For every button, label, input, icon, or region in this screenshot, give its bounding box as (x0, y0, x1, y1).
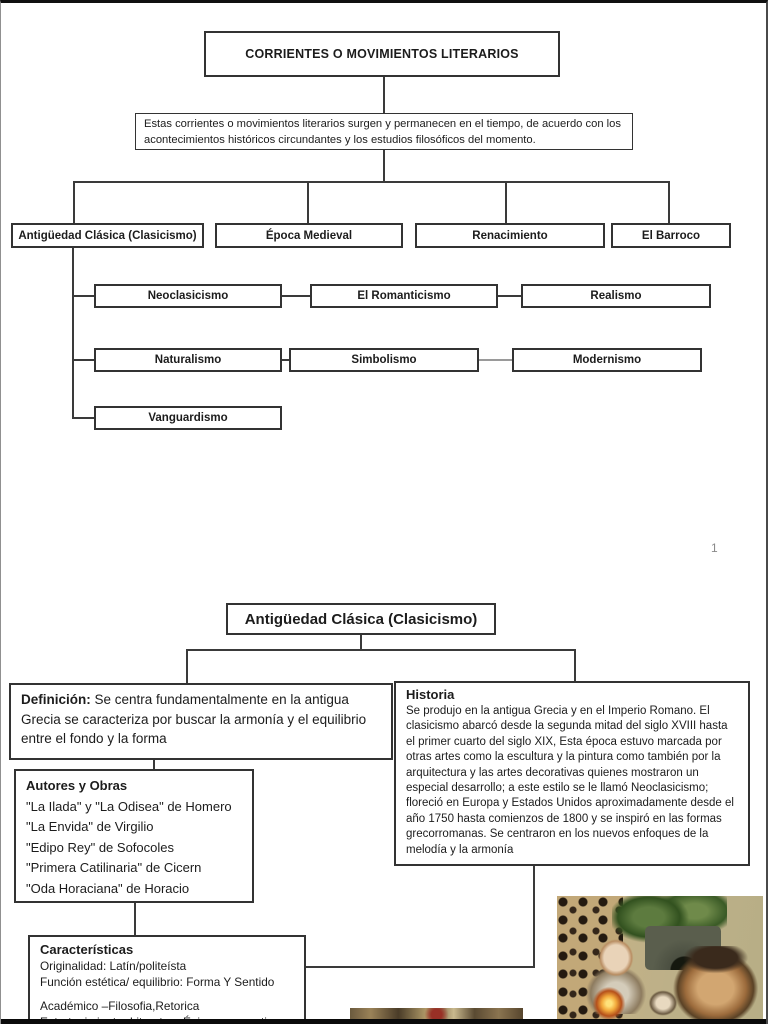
historia-heading: Historia (406, 687, 455, 702)
autores-item: "Primera Catilinaria" de Cicern (26, 860, 202, 875)
connector-line (505, 181, 507, 223)
node-renacimiento: Renacimiento (415, 223, 605, 248)
connector-line (383, 77, 385, 113)
page-number: 1 (711, 541, 718, 555)
node-realismo: Realismo (521, 284, 711, 308)
node-neoclasicismo: Neoclasicismo (94, 284, 282, 308)
connector-line (72, 295, 94, 297)
connector-line (134, 903, 136, 935)
connector-line (306, 966, 535, 968)
connector-line (383, 150, 385, 181)
autores-box (14, 769, 254, 903)
caracteristicas-box (28, 935, 306, 1024)
autores-item: "Edipo Rey" de Sofocoles (26, 839, 174, 855)
node-naturalismo: Naturalismo (94, 348, 282, 372)
connector-line (307, 181, 309, 223)
node-antiguedad-clasica: Antigüedad Clásica (Clasicismo) (11, 223, 204, 248)
autores-heading: Autores y Obras (26, 778, 128, 793)
classical-collage-image (557, 896, 763, 1019)
connector-line (72, 359, 94, 361)
connector-line (360, 635, 362, 650)
chart-title-box: CORRIENTES O MOVIMIENTOS LITERARIOS (204, 31, 560, 77)
node-el-barroco: El Barroco (611, 223, 731, 248)
section-title-box: Antigüedad Clásica (Clasicismo) (226, 603, 496, 635)
node-el-romanticismo: El Romanticismo (310, 284, 498, 308)
definicion-box (9, 683, 393, 760)
connector-line (153, 760, 155, 769)
node-vanguardismo: Vanguardismo (94, 406, 282, 430)
caracteristicas-line: Originalidad: Latín/politeísta (40, 959, 187, 973)
node-simbolismo: Simbolismo (289, 348, 479, 372)
historia-box (394, 681, 750, 866)
connector-line (282, 359, 289, 361)
connector-line (73, 181, 670, 183)
connector-line (72, 417, 94, 419)
definicion-text: Se centra fundamentalmente en la antigua Grecia se caracteriza por buscar la armonía y el equilibrio entre el fondo y la forma (21, 692, 367, 746)
caracteristicas-line (40, 990, 294, 998)
autores-item: "Oda Horaciana" de Horacio (26, 880, 190, 896)
small-portrait-face (645, 990, 681, 1019)
autores-item: "La Envida" de Virgilio (26, 819, 154, 834)
node-epoca-medieval: Época Medieval (215, 223, 403, 248)
connector-line (186, 649, 188, 683)
candle-flame (584, 982, 634, 1019)
connector-line (479, 359, 512, 361)
connector-line (498, 295, 521, 297)
caracteristicas-heading: Características (40, 942, 134, 957)
connector-line (668, 181, 670, 223)
connector-line (574, 649, 576, 683)
chart-intro-box: Estas corrientes o movimientos literarios surgen y permanecen en el tiempo, de acuerdo con los acontecimientos históricos circundantes y los estudios filosóficos del momento. (135, 113, 633, 150)
connector-line (186, 649, 576, 651)
definicion-label: Definición: (21, 692, 91, 707)
page-bottom-border (1, 1019, 768, 1024)
connector-line (73, 181, 75, 223)
connector-line (533, 866, 535, 968)
caracteristicas-line: Académico –Filosofia,Retorica (40, 999, 200, 1013)
node-modernismo: Modernismo (512, 348, 702, 372)
historia-text: Se produjo en la antigua Grecia y en el Imperio Romano. El clasicismo abarcó desde la segunda mitad del siglo XVIII hasta el primer cuarto del siglo XIX, Esta época estuvo marcada por otras artes como la escultura y la pintura como también por la arquitectura y las artes decorativas quienes mostraron un especial desarrollo; a este estilo se le llamó Neoclasicismo; floreció en Europa y Estados Unidos aproximadamente desde el año 1750 hasta comienzos de 1800 y se inspiró en las formas grecorromanas. Se centraron en los nuevos enfoques de la melodía y la armonía (406, 705, 734, 856)
connector-line (282, 295, 310, 297)
connector-line (72, 248, 74, 419)
caracteristicas-line: Función estética/ equilibrio: Forma Y Sentido (40, 975, 275, 989)
autores-item: "La Ilada" y "La Odisea" de Homero (26, 798, 232, 814)
